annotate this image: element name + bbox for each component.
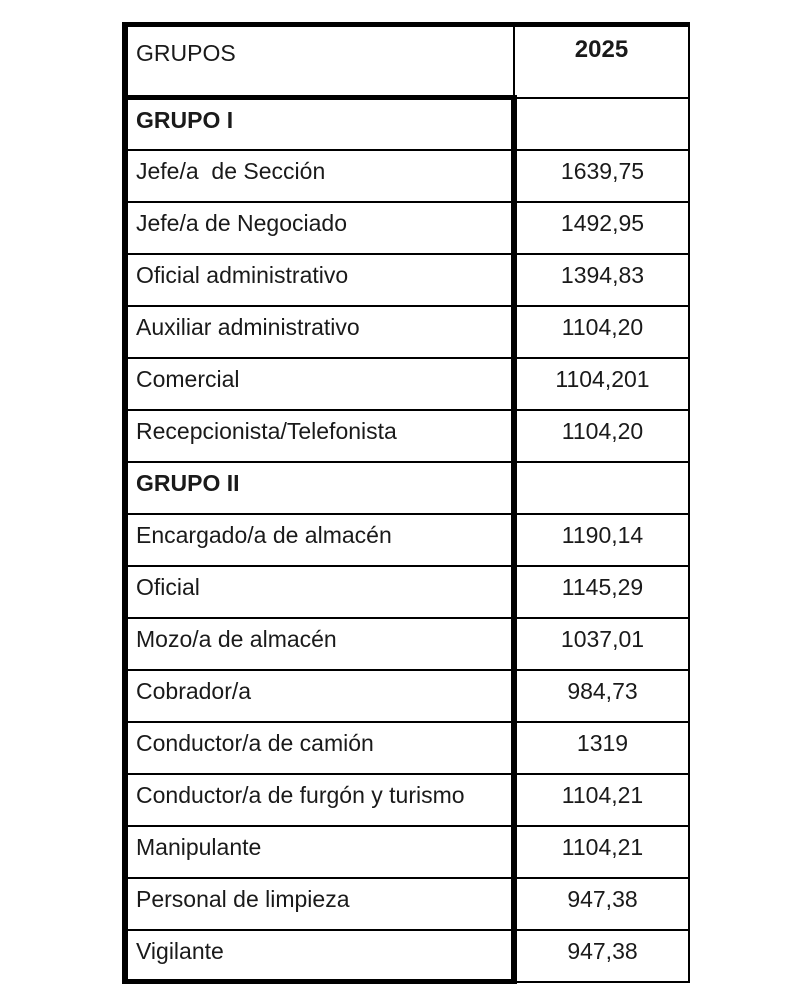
salary-value-cell: 1492,95: [514, 202, 689, 254]
job-label-cell: Mozo/a de almacén: [125, 618, 514, 670]
group-value-cell: [514, 462, 689, 514]
group-label-cell: GRUPO I: [125, 98, 514, 150]
job-label-cell: Recepcionista/Telefonista: [125, 410, 514, 462]
salary-value-cell: 1037,01: [514, 618, 689, 670]
job-label-cell: Conductor/a de camión: [125, 722, 514, 774]
job-label-cell: Oficial: [125, 566, 514, 618]
group-row-grupo-ii: [125, 462, 689, 514]
table-row: [125, 774, 689, 826]
table-row: [125, 566, 689, 618]
header-row: [125, 25, 689, 98]
table-row: [125, 722, 689, 774]
table-row: [125, 150, 689, 202]
table-row: [125, 202, 689, 254]
job-label-cell: Auxiliar administrativo: [125, 306, 514, 358]
salary-value-cell: 1394,83: [514, 254, 689, 306]
table-row: [125, 618, 689, 670]
table-row: [125, 306, 689, 358]
salary-table-body: [125, 98, 689, 982]
salary-value-cell: 1639,75: [514, 150, 689, 202]
table-row: [125, 670, 689, 722]
group-label-cell: GRUPO II: [125, 462, 514, 514]
salary-value-cell: 1104,21: [514, 774, 689, 826]
group-value-cell: [514, 98, 689, 150]
salary-value-cell: 1104,201: [514, 358, 689, 410]
table-row: [125, 514, 689, 566]
job-label-cell: Personal de limpieza: [125, 878, 514, 930]
table-row: [125, 358, 689, 410]
salary-value-cell: 1104,20: [514, 306, 689, 358]
job-label-cell: Jefe/a de Sección: [125, 150, 514, 202]
salary-value-cell: 984,73: [514, 670, 689, 722]
table-row: [125, 826, 689, 878]
job-label-cell: Oficial administrativo: [125, 254, 514, 306]
job-label-cell: Vigilante: [125, 930, 514, 982]
salary-value-cell: 1319: [514, 722, 689, 774]
group-row-grupo-i: [125, 98, 689, 150]
job-label-cell: Jefe/a de Negociado: [125, 202, 514, 254]
table-row: [125, 410, 689, 462]
table-row: [125, 878, 689, 930]
job-label-cell: Comercial: [125, 358, 514, 410]
salary-value-cell: 947,38: [514, 930, 689, 982]
grupos-header-cell: GRUPOS: [125, 25, 514, 98]
salary-value-cell: 1145,29: [514, 566, 689, 618]
job-label-cell: Encargado/a de almacén: [125, 514, 514, 566]
job-label-cell: Conductor/a de furgón y turismo: [125, 774, 514, 826]
salary-value-cell: 947,38: [514, 878, 689, 930]
salary-value-cell: 1104,20: [514, 410, 689, 462]
job-label-cell: Manipulante: [125, 826, 514, 878]
job-label-cell: Cobrador/a: [125, 670, 514, 722]
salary-table-header: [125, 25, 689, 98]
salary-value-cell: 1104,21: [514, 826, 689, 878]
year-header-cell: 2025: [514, 25, 689, 98]
table-row: [125, 930, 689, 982]
table-row: [125, 254, 689, 306]
salary-table: [122, 22, 690, 984]
salary-value-cell: 1190,14: [514, 514, 689, 566]
